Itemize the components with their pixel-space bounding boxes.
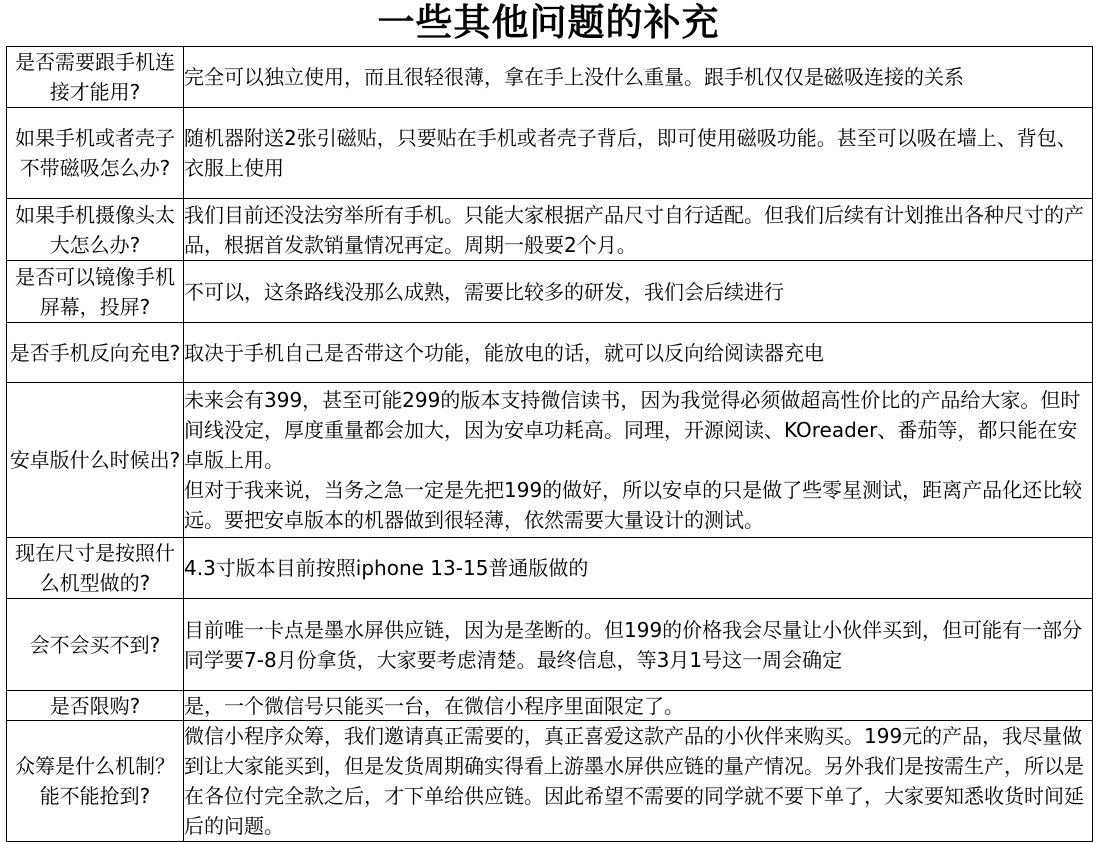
faq-row [7, 47, 1093, 108]
faq-answer-paragraph: 但对于我来说，当务之急一定是先把199的做好，所以安卓的只是做了些零星测试，距离产品化还比较远。要把安卓版本的机器做到很轻薄，依然需要大量设计的测试。 [184, 478, 1083, 532]
faq-question: 如果手机摄像头太大怎么办? [7, 199, 184, 261]
faq-question: 是否可以镜像手机屏幕，投屏? [7, 261, 184, 323]
faq-row [7, 383, 1093, 538]
faq-row [7, 721, 1093, 842]
faq-row [7, 538, 1093, 599]
faq-answer [184, 323, 1093, 383]
faq-row [7, 108, 1093, 199]
faq-row [7, 691, 1093, 721]
faq-answer [184, 199, 1093, 261]
faq-answer-paragraph: 随机器附送2张引磁贴，只要贴在手机或者壳子背后，即可使用磁吸功能。甚至可以吸在墙上、背包、衣服上使用 [184, 126, 1077, 180]
faq-answer [184, 599, 1093, 691]
faq-answer [184, 108, 1093, 199]
faq-question: 安卓版什么时候出? [7, 383, 184, 538]
faq-answer-paragraph: 完全可以独立使用，而且很轻很薄，拿在手上没什么重量。跟手机仅仅是磁吸连接的关系 [184, 65, 964, 89]
faq-question: 众筹是什么机制？能不能抢到? [7, 721, 184, 842]
faq-question: 现在尺寸是按照什么机型做的? [7, 538, 184, 599]
faq-question: 会不会买不到? [7, 599, 184, 691]
faq-question: 是否手机反向充电? [7, 323, 184, 383]
faq-row [7, 199, 1093, 261]
faq-answer-paragraph: 我们目前还没法穷举所有手机。只能大家根据产品尺寸自行适配。但我们后续有计划推出各种尺寸的产品，根据首发款销量情况再定。周期一般要2个月。 [184, 202, 1084, 257]
faq-answer-paragraph: 不可以，这条路线没那么成熟，需要比较多的研发，我们会后续进行 [184, 279, 784, 304]
faq-question: 是否需要跟手机连接才能用? [7, 47, 184, 108]
faq-answer [184, 721, 1093, 842]
faq-answer [184, 538, 1093, 599]
faq-answer-paragraph: 微信小程序众筹，我们邀请真正需要的，真正喜爱这款产品的小伙伴来购买。199元的产品，我尽量做到让大家能买到，但是发货周期确实得看上游墨水屏供应链的量产情况。另外我们是按需生产，所以是在各位付完全款之后，才下单给供应链。因此希望不需要的同学就不要下单了，大家要知悉收货时间延后的问题。 [184, 724, 1084, 838]
faq-answer-paragraph: 4.3寸版本目前按照iphone 13-15普通版做的 [184, 556, 589, 580]
faq-table [6, 46, 1093, 842]
faq-answer-paragraph: 目前唯一卡点是墨水屏供应链，因为是垄断的。但199的价格我会尽量让小伙伴买到，但可能有一部分同学要7-8月份拿货，大家要考虑清楚。最终信息，等3月1号这一周会确定 [184, 617, 1083, 672]
faq-row [7, 599, 1093, 691]
faq-answer [184, 691, 1093, 721]
faq-answer [184, 383, 1093, 538]
faq-question: 是否限购? [7, 691, 184, 721]
page-title: 一些其他问题的补充 [377, 1, 720, 44]
faq-answer [184, 47, 1093, 108]
faq-answer-paragraph: 取决于手机自己是否带这个功能，能放电的话，就可以反向给阅读器充电 [184, 340, 824, 365]
faq-question: 如果手机或者壳子不带磁吸怎么办? [7, 108, 184, 199]
faq-answer-paragraph: 未来会有399，甚至可能299的版本支持微信读书，因为我觉得必须做超高性价比的产品给大家。但时间线没定，厚度重量都会加大，因为安卓功耗高。同理，开源阅读、KOreader、番茄等，都只能在安卓版上用。 [184, 388, 1081, 472]
faq-row [7, 261, 1093, 323]
faq-row [7, 323, 1093, 383]
faq-answer-paragraph: 是，一个微信号只能买一台，在微信小程序里面限定了。 [184, 693, 684, 718]
faq-answer [184, 261, 1093, 323]
